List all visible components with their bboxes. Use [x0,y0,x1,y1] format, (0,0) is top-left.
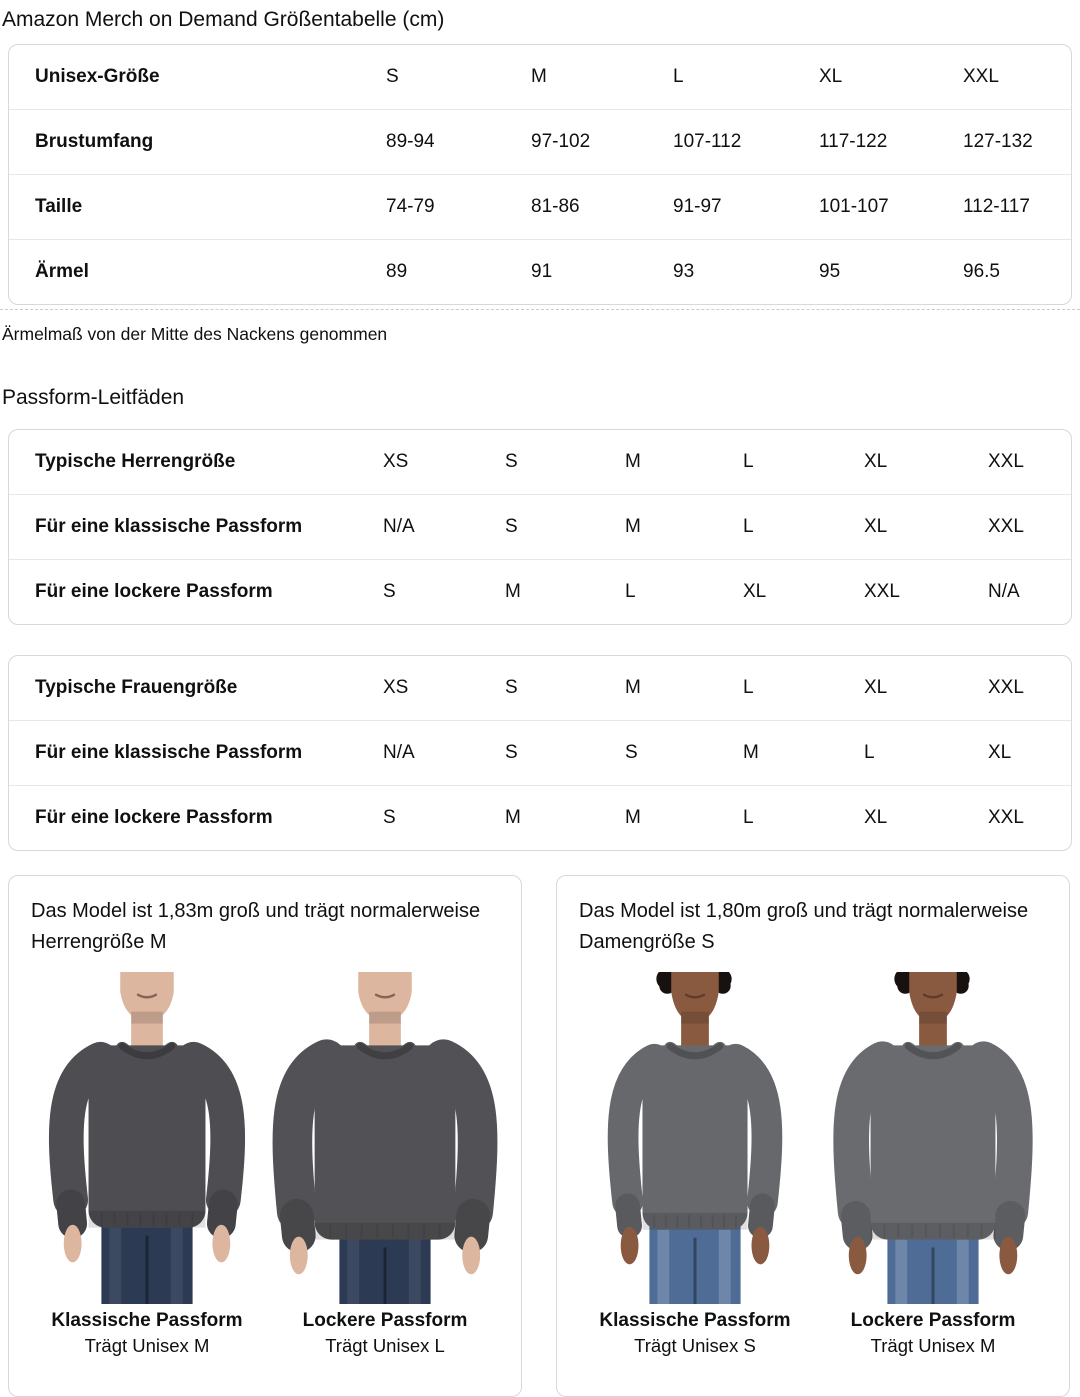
fit-label: Klassische Passform [599,1310,791,1331]
mens-model-card [8,875,522,1397]
womens-fit-table [8,655,1072,851]
table-cell: XXL [988,451,1024,472]
row-label: Typische Herrengröße [35,451,236,472]
table-row [9,109,1071,174]
table-cell: XXL [988,677,1024,698]
dashed-divider [0,309,1080,310]
male-model-classic-fit-photo [33,972,261,1304]
table-cell: 81-86 [531,196,580,217]
model-description: Das Model ist 1,80m groß und trägt normalerweise Damengröße S [579,900,1029,953]
table-cell: 91 [531,261,553,282]
table-cell: S [505,677,518,698]
table-cell: XL [864,451,888,472]
photo-labels [33,1308,499,1359]
table-cell: S [505,516,518,537]
table-cell: 91-97 [673,196,722,217]
table-cell: XL [864,807,888,828]
model-cards-row [8,875,1072,1397]
table-cell: 107-112 [673,131,742,152]
table-cell: M [625,807,641,828]
table-cell: L [673,66,684,87]
model-photos [33,972,499,1304]
table-cell: XL [864,516,888,537]
table-cell: XXL [988,807,1024,828]
table-cell: XL [988,742,1012,763]
table-cell: L [864,742,875,763]
table-cell: XXL [988,516,1024,537]
table-cell: N/A [988,581,1020,602]
female-model-classic-fit-photo [581,972,809,1304]
table-cell: 127-132 [963,131,1033,152]
table-cell: 74-79 [386,196,435,217]
table-row [9,559,1071,624]
row-label: Typische Frauengröße [35,677,238,698]
table-cell: M [625,516,641,537]
table-row [9,785,1071,850]
table-cell: L [743,677,754,698]
table-cell: XXL [864,581,900,602]
table-cell: XXL [963,66,999,87]
table-cell: L [743,516,754,537]
row-label: Brustumfang [35,131,154,152]
table-cell: N/A [383,516,415,537]
table-cell: L [743,807,754,828]
unisex-size-table [8,44,1072,305]
table-cell: M [625,451,641,472]
photo-labels [581,1308,1047,1359]
table-cell: 112-117 [963,196,1030,217]
table-cell: 96.5 [963,261,1000,282]
table-cell: 97-102 [531,131,591,152]
model-photos [581,972,1047,1304]
model-description: Das Model ist 1,83m groß und trägt normalerweise Herrengröße M [31,900,481,953]
table-cell: M [743,742,759,763]
row-label: Für eine lockere Passform [35,807,273,828]
row-label: Ärmel [35,261,89,282]
table-cell: XL [743,581,767,602]
table-cell: S [505,451,518,472]
fit-guides-heading: Passform-Leitfäden [2,386,185,409]
table-cell: 93 [673,261,695,282]
womens-model-card [556,875,1070,1397]
row-label: Für eine lockere Passform [35,581,273,602]
row-label: Für eine klassische Passform [35,516,303,537]
mens-fit-table [8,429,1072,625]
photo-label [819,1308,1047,1359]
table-cell: XL [819,66,843,87]
table-cell: 95 [819,261,841,282]
table-row [9,45,1071,109]
table-row [9,656,1071,720]
size-label: Trägt Unisex M [870,1335,996,1356]
sleeve-footnote: Ärmelmaß von der Mitte des Nackens genommen [2,324,388,344]
table-cell: XS [383,677,409,698]
table-cell: 117-122 [819,131,888,152]
table-cell: 89 [386,261,408,282]
table-cell: XL [864,677,888,698]
table-cell: 101-107 [819,196,889,217]
table-row [9,239,1071,304]
male-model-loose-fit-photo [271,972,499,1304]
table-cell: S [383,581,396,602]
table-row [9,494,1071,559]
size-label: Trägt Unisex L [325,1335,445,1356]
photo-label [581,1308,809,1359]
table-cell: S [505,742,518,763]
table-cell: 89-94 [386,131,435,152]
row-label: Taille [35,196,83,217]
table-cell: L [743,451,754,472]
table-cell: XS [383,451,409,472]
table-cell: M [625,677,641,698]
size-label: Trägt Unisex S [634,1335,756,1356]
table-cell: N/A [383,742,415,763]
photo-label [33,1308,261,1359]
fit-label: Lockere Passform [850,1310,1016,1331]
photo-label [271,1308,499,1359]
fit-label: Lockere Passform [302,1310,468,1331]
table-cell: S [383,807,396,828]
table-row [9,430,1071,494]
table-cell: M [531,66,547,87]
page-title: Amazon Merch on Demand Größentabelle (cm) [2,8,445,31]
row-label: Für eine klassische Passform [35,742,303,763]
table-row [9,174,1071,239]
table-cell: M [505,807,521,828]
table-row [9,720,1071,785]
table-cell: S [625,742,638,763]
table-cell: M [505,581,521,602]
female-model-loose-fit-photo [819,972,1047,1304]
table-cell: S [386,66,399,87]
row-label: Unisex-Größe [35,66,160,87]
fit-label: Klassische Passform [51,1310,243,1331]
size-label: Trägt Unisex M [84,1335,210,1356]
table-cell: L [625,581,636,602]
